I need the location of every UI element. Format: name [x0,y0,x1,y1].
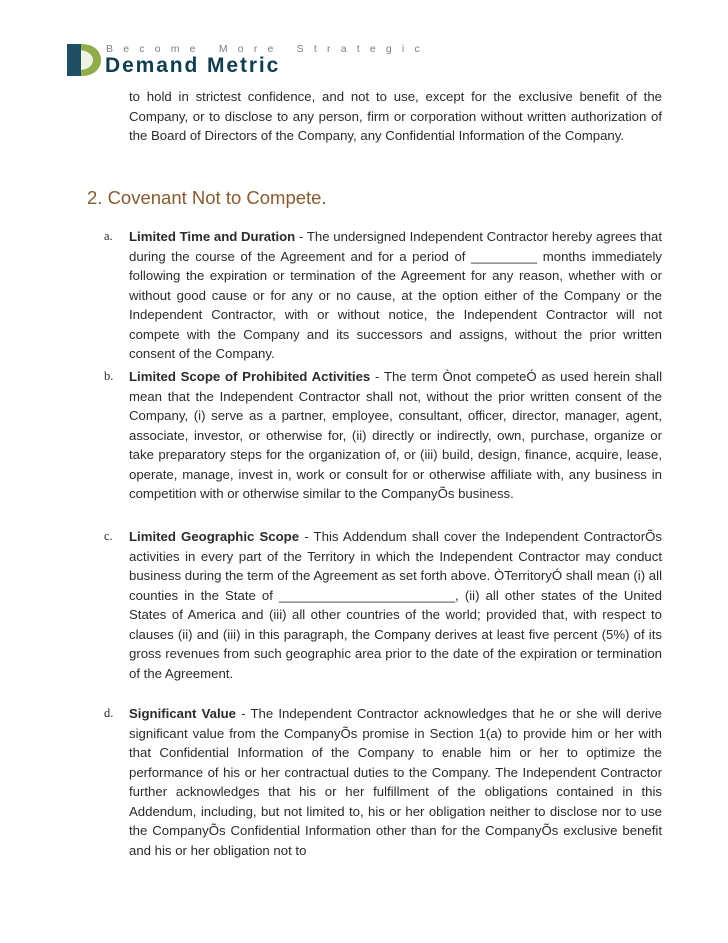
list-item-marker: d. [104,706,114,720]
logo-mark-icon [63,40,103,80]
list-item-title: Limited Time and Duration [129,229,296,244]
section-heading: 2. Covenant Not to Compete. [87,187,327,208]
demand-metric-logo [63,40,430,80]
logo-tagline: Become More Strategic [106,43,430,55]
list-item-body [129,527,662,683]
list-item-time-duration [104,227,662,364]
list-item-marker: b. [104,369,114,383]
list-item-text: - The undersigned Independent Contractor hereby agrees that during the course of the Agreement and for a period of _________ months immediately following the expiration or termination of the Agreement for any reason, whether with or without good cause or for any or no cause, at the option either of the Company or the Independent Contractor, with or without notice, the Independent Contractor will not compete with the Company and its successors and assigns, without the prior written consent of the Company. [129,229,662,361]
list-item-title: Limited Scope of Prohibited Activities [129,369,371,384]
list-item-title: Significant Value [129,706,237,721]
list-item-body [129,367,662,504]
list-item-geographic-scope [104,527,662,683]
list-item-significant-value [104,704,662,860]
list-item-body [129,704,662,860]
intro-paragraph [129,87,662,146]
list-item-body [129,227,662,364]
list-item-text: - The term Ònot competeÓ as used herein shall mean that the Independent Contractor shall not, without the prior written consent of the Company, (i) serve as a partner, employee, consultant, officer, director, manager, agent, associate, investor, or otherwise for, (ii) directly or indirectly, own, purchase, organize or take preparatory steps for the organization of, or (iii) build, design, finance, acquire, lease, operate, manage, invest in, work or consult for or otherwise affiliate with, any business in competition with or otherwise similar to the CompanyÕs business. [129,369,662,501]
list-item-scope-activities [104,367,662,504]
list-item-marker: c. [104,529,113,543]
intro-text: to hold in strictest confidence, and not to use, except for the exclusive benefit of the Company, or to disclose to any person, firm or corporation without written authorization of the Board of Directors of the Company, any Confidential Information of the Company. [129,89,662,143]
list-item-text: - The Independent Contractor acknowledges that he or she will derive significant value from the CompanyÕs promise in Section 1(a) to provide him or her with that Confidential Information of the Company to enable him or her to optimize the performance of his or her contractual duties to the Company. The Independent Contractor further acknowledges that his or her fulfillment of the obligations contained in this Addendum, including, but not limited to, his or her obligation neither to disclose nor to use the CompanyÕs Confidential Information other than for the CompanyÕs exclusive benefit and his or her obligation not to [129,706,662,858]
list-item-text: - This Addendum shall cover the Independent ContractorÕs activities in every part of the Territory in which the Independent Contractor may conduct business during the term of the Agreement as set forth above. ÒTerritoryÓ shall mean (i) all counties in the State of ________________________, (ii) all other states of the United States of America and (iii) all other countries of the world; provided that, with respect to clauses (ii) and (iii) in this paragraph, the Company derives at least five percent (5%) of its gross revenues from such geographic area prior to the date of the expiration or termination of the Agreement. [129,529,662,681]
logo-brand-name: Demand Metric [105,54,281,77]
list-item-title: Limited Geographic Scope [129,529,300,544]
list-item-marker: a. [104,229,113,243]
